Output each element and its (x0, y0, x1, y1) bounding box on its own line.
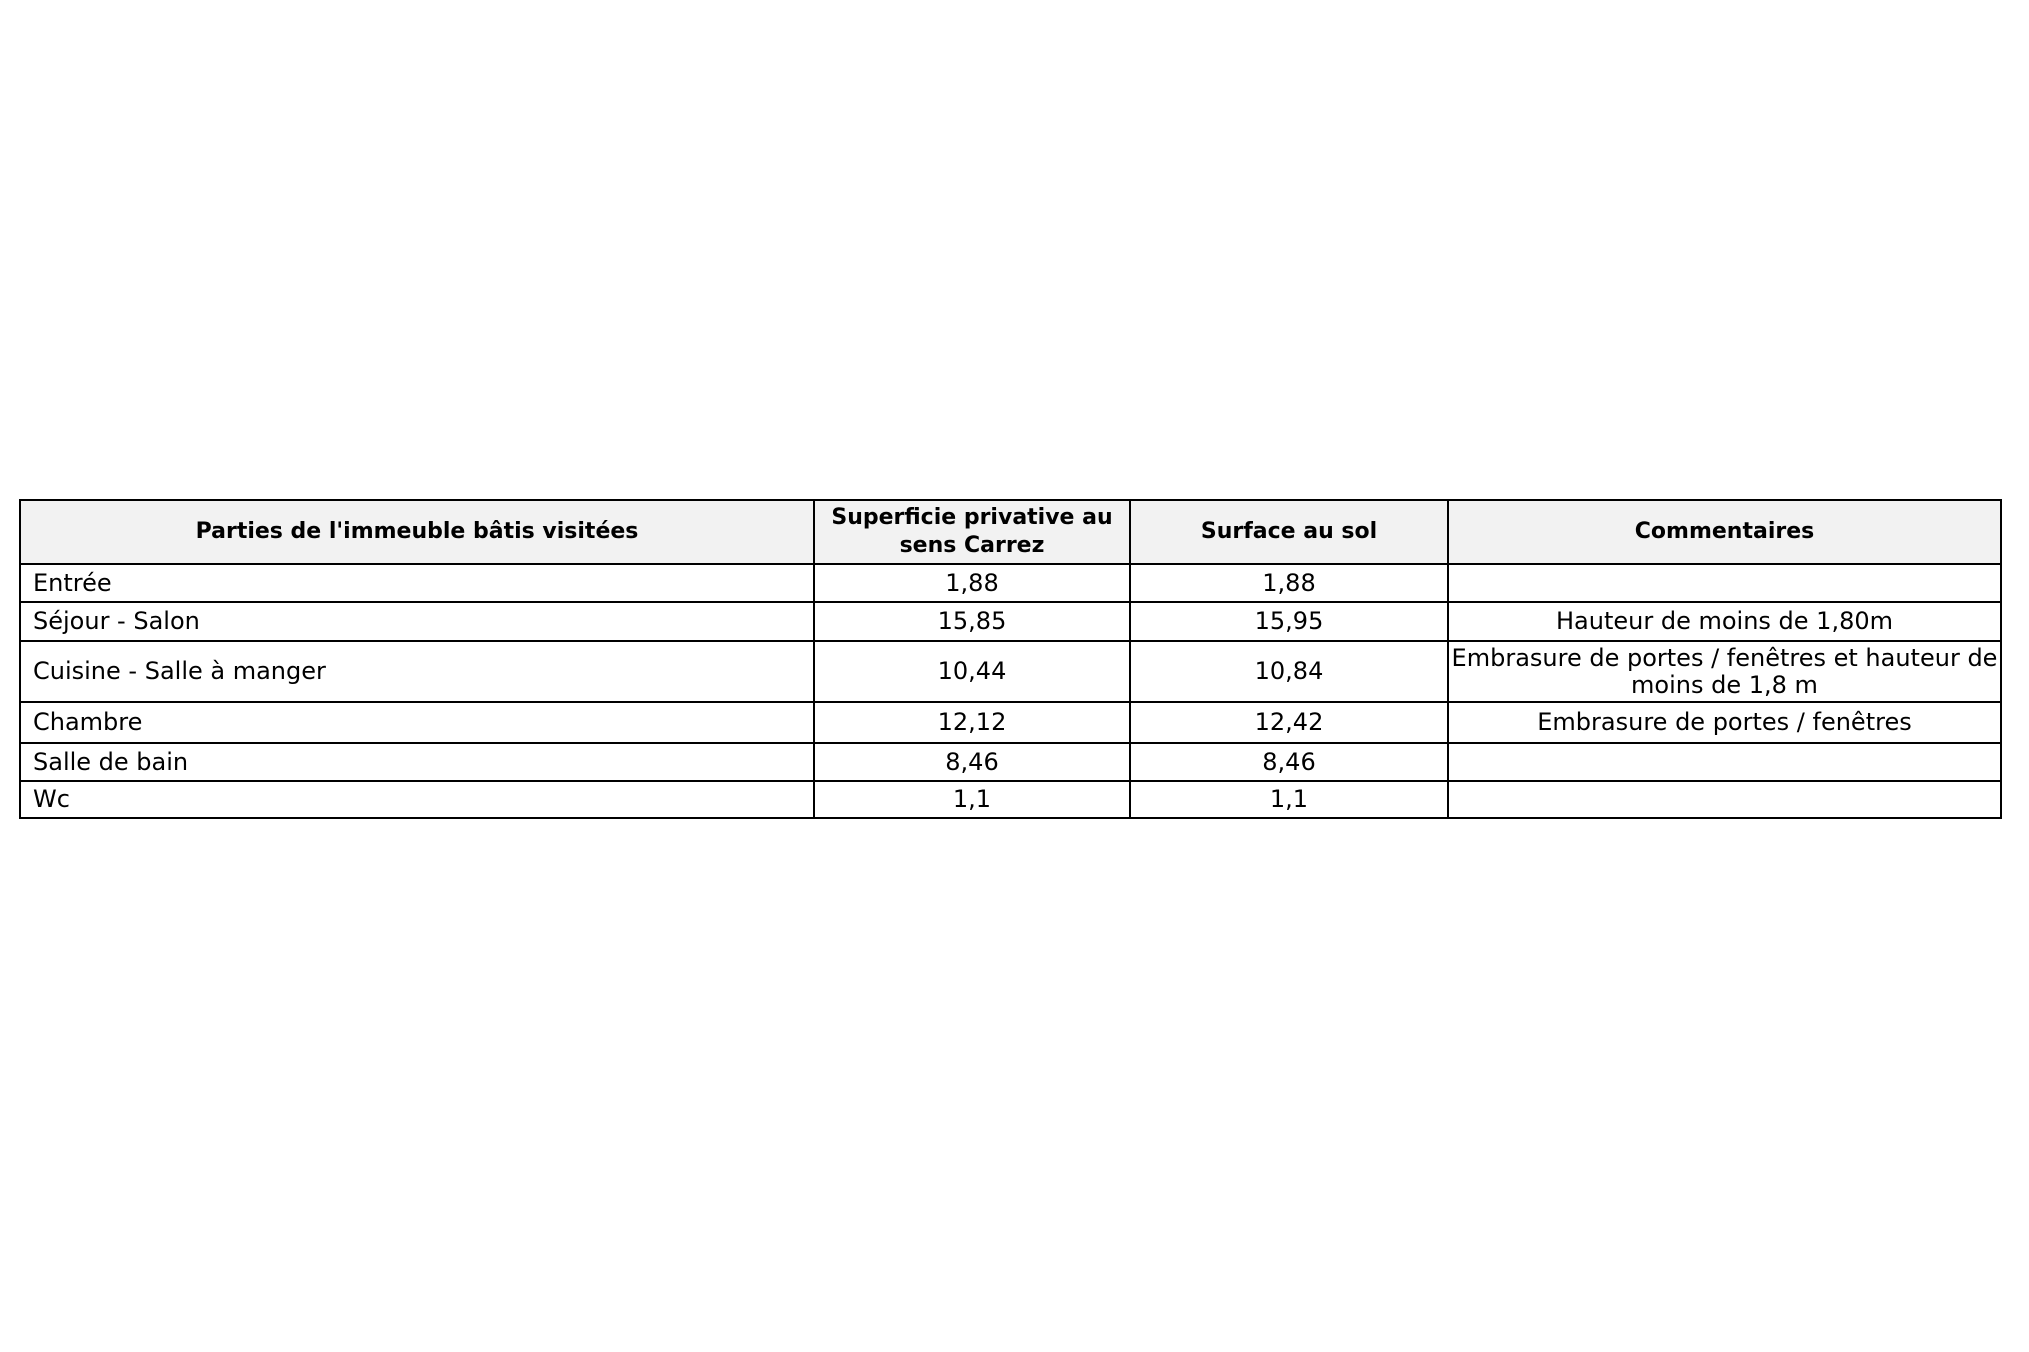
floor-area-value: 15,95 (1130, 602, 1448, 641)
room-name: Entrée (20, 564, 814, 602)
floor-area-value: 1,1 (1130, 781, 1448, 818)
room-name: Salle de bain (20, 743, 814, 781)
comment-cell: Embrasure de portes / fenêtres et hauteur de moins de 1,8 m (1448, 641, 2001, 702)
floor-area-value: 12,42 (1130, 702, 1448, 743)
room-name: Chambre (20, 702, 814, 743)
carrez-measurement-table (19, 499, 2002, 819)
carrez-value: 1,1 (814, 781, 1130, 818)
carrez-value: 15,85 (814, 602, 1130, 641)
table-row-cuisine-salle-a-manger (20, 641, 2001, 702)
carrez-value: 12,12 (814, 702, 1130, 743)
floor-area-value: 10,84 (1130, 641, 1448, 702)
comment-cell: Hauteur de moins de 1,80m (1448, 602, 2001, 641)
table-row-salle-de-bain (20, 743, 2001, 781)
column-header-comments: Commentaires (1448, 500, 2001, 564)
room-name: Wc (20, 781, 814, 818)
room-name: Cuisine - Salle à manger (20, 641, 814, 702)
carrez-value: 8,46 (814, 743, 1130, 781)
comment-cell: Embrasure de portes / fenêtres (1448, 702, 2001, 743)
floor-area-value: 8,46 (1130, 743, 1448, 781)
floor-area-value: 1,88 (1130, 564, 1448, 602)
comment-cell (1448, 743, 2001, 781)
table-header (20, 500, 2001, 564)
table-row-sejour-salon (20, 602, 2001, 641)
column-header-floor-area: Surface au sol (1130, 500, 1448, 564)
carrez-value: 10,44 (814, 641, 1130, 702)
carrez-value: 1,88 (814, 564, 1130, 602)
table-row-chambre (20, 702, 2001, 743)
header-row (20, 500, 2001, 564)
comment-cell (1448, 564, 2001, 602)
column-header-carrez: Superficie privative au sens Carrez (814, 500, 1130, 564)
room-name: Séjour - Salon (20, 602, 814, 641)
table-row-wc (20, 781, 2001, 818)
column-header-parties: Parties de l'immeuble bâtis visitées (20, 500, 814, 564)
comment-cell (1448, 781, 2001, 818)
table-row-entree (20, 564, 2001, 602)
table-body (20, 564, 2001, 818)
